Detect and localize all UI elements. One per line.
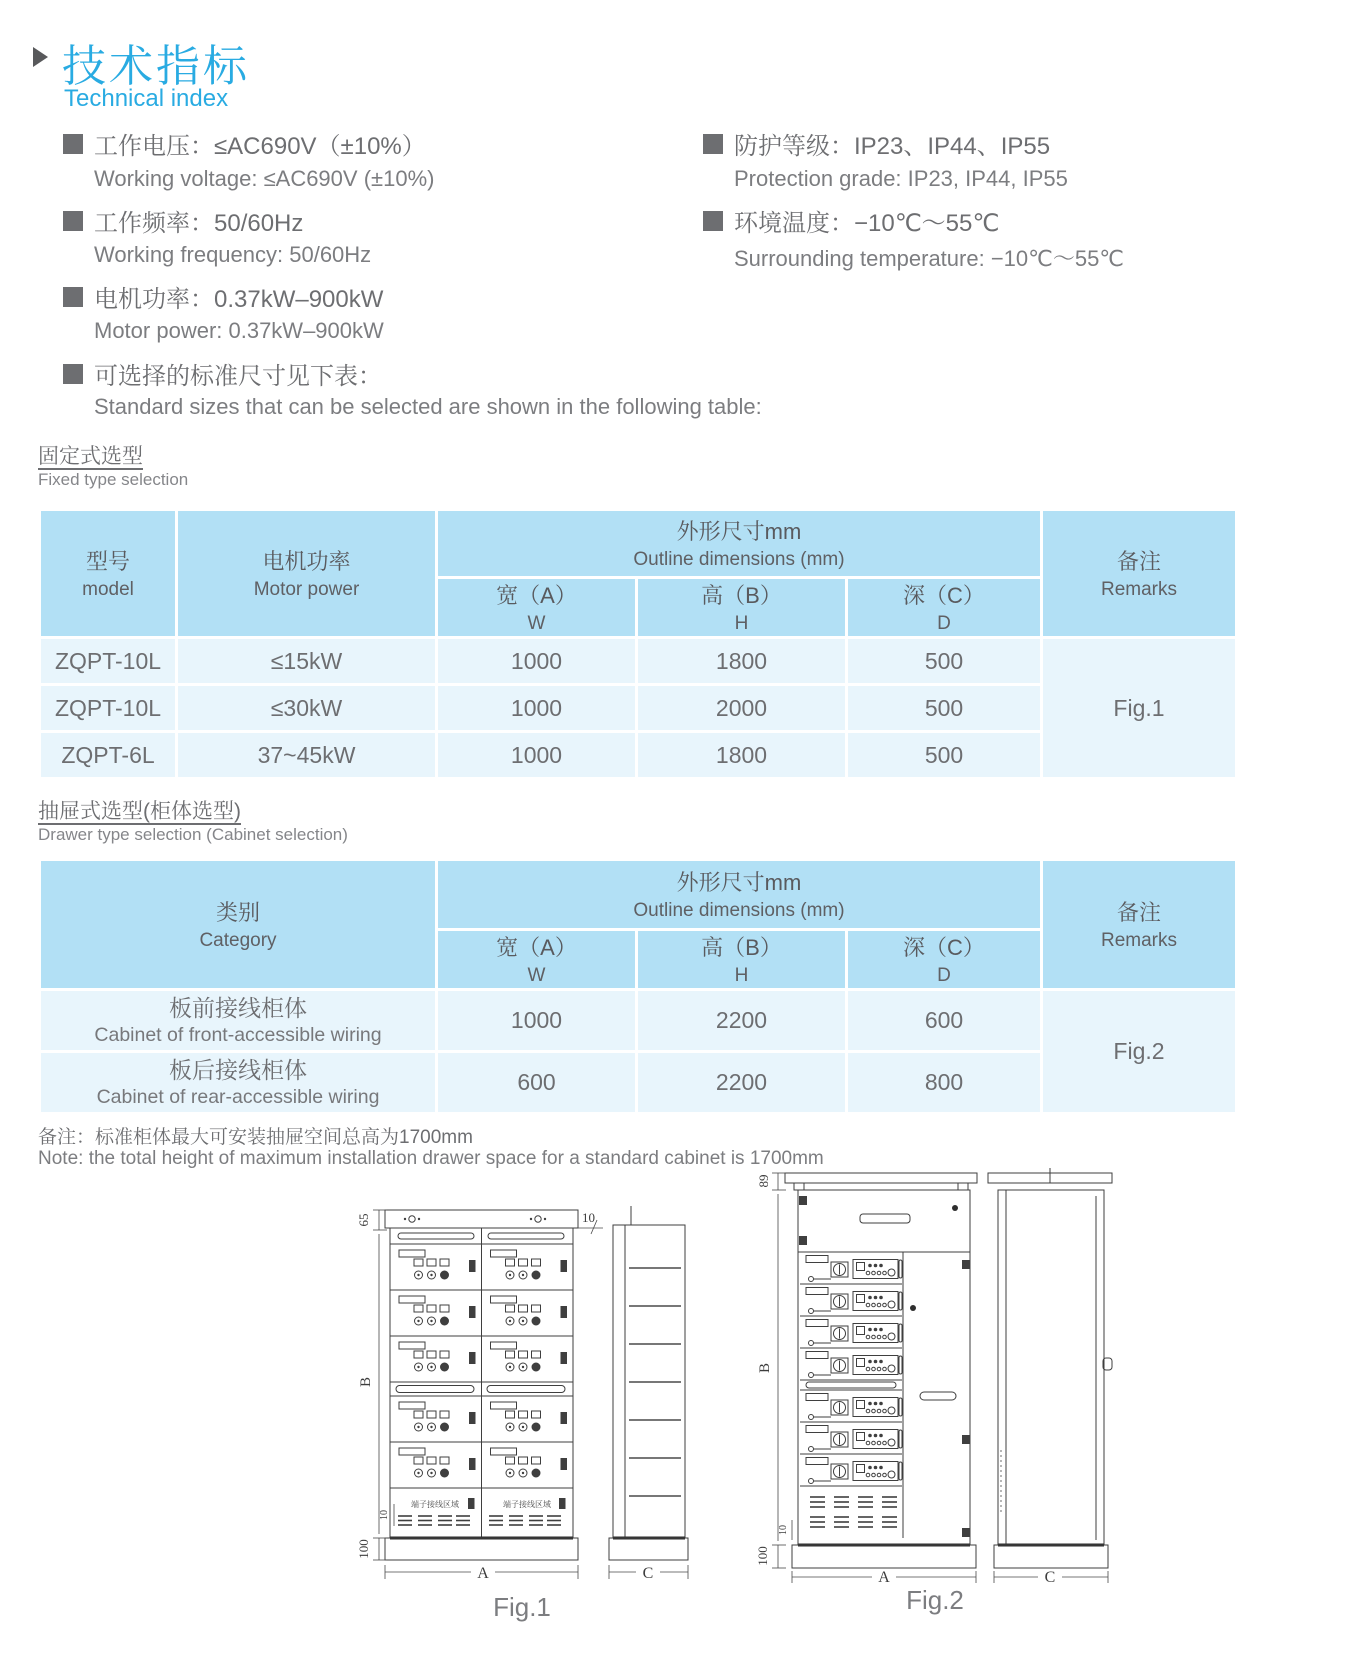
- cell-width: 1000: [437, 685, 637, 732]
- header-depth-zh: 深（C）: [903, 582, 985, 608]
- header-dims-en: Outline dimensions (mm): [633, 548, 845, 570]
- spec-text: 工作频率：50/60Hz: [94, 210, 304, 237]
- cell-model: ZQPT-6L: [40, 732, 177, 779]
- dim-10-small: 10: [379, 1510, 390, 1520]
- header-model-zh: 型号: [85, 548, 130, 574]
- cell-model: ZQPT-10L: [40, 638, 177, 685]
- fixed-type-table: [38, 508, 1238, 780]
- header-width-en: W: [527, 612, 546, 634]
- fig1-side-view: [609, 1206, 688, 1560]
- header-width: [437, 930, 637, 990]
- cell-depth: 500: [847, 685, 1042, 732]
- fig2-side-view: [988, 1168, 1112, 1568]
- spec-working-voltage-en: Working voltage: ≤AC690V (±10%): [94, 166, 435, 191]
- header-width-zh: 宽（A）: [496, 934, 577, 960]
- drawer-section-title-zh: 抽屉式选型(柜体选型): [38, 800, 241, 823]
- cell-power: ≤30kW: [177, 685, 437, 732]
- dim-a: A: [477, 1565, 489, 1582]
- header-remarks-en: Remarks: [1100, 578, 1177, 600]
- fig1-front-view: [385, 1210, 578, 1560]
- fig2-caption: Fig.2: [906, 1585, 964, 1615]
- header-remarks-zh: 备注: [1116, 548, 1161, 574]
- header-dims-zh: 外形尺寸mm: [676, 869, 802, 895]
- cell-category: [40, 990, 437, 1052]
- header-height: [637, 930, 847, 990]
- header-remarks-zh: 备注: [1116, 899, 1161, 925]
- cell-power: 37~45kW: [177, 732, 437, 779]
- section-arrow-icon: [33, 47, 48, 67]
- header-height-en: H: [734, 964, 749, 986]
- header-dims-en: Outline dimensions (mm): [633, 899, 845, 921]
- cell-depth: 500: [847, 638, 1042, 685]
- cell-category-zh: 板后接线柜体: [169, 1056, 307, 1083]
- fig2-front-view: [785, 1173, 977, 1568]
- spec-surrounding-temp-zh: [703, 203, 999, 238]
- header-height: [637, 578, 847, 638]
- spec-sizes-note-zh: [63, 356, 382, 391]
- spec-text: 可选择的标准尺寸见下表：: [94, 363, 382, 390]
- cell-depth: 600: [847, 990, 1042, 1052]
- header-model: [40, 510, 177, 638]
- header-motor-power: [177, 510, 437, 638]
- drawer-section-title-en: Drawer type selection (Cabinet selection): [38, 825, 348, 844]
- cell-height: 1800: [637, 638, 847, 685]
- header-depth-zh: 深（C）: [903, 934, 985, 960]
- table-note-en: Note: the total height of maximum installation drawer space for a standard cabinet is 1700mm: [38, 1148, 824, 1169]
- terminal-area-label: 端子接线区域: [503, 1500, 551, 1509]
- table-row: [40, 638, 1237, 685]
- dim-b: B: [358, 1376, 374, 1388]
- spec-protection-grade-en: Protection grade: IP23, IP44, IP55: [734, 166, 1068, 191]
- header-remarks: [1042, 860, 1237, 990]
- cell-category-en: Cabinet of rear-accessible wiring: [96, 1085, 380, 1108]
- fig2-drawing: [730, 1110, 1130, 1588]
- fixed-section-title-zh: 固定式选型: [38, 445, 143, 468]
- header-dims-zh: 外形尺寸mm: [676, 518, 802, 544]
- spec-working-voltage-zh: [63, 126, 426, 161]
- cell-height: 2200: [637, 1052, 847, 1114]
- cell-category-en: Cabinet of front-accessible wiring: [94, 1023, 382, 1046]
- header-model-en: model: [82, 578, 134, 600]
- spec-motor-power-en: Motor power: 0.37kW–900kW: [94, 318, 384, 343]
- square-bullet-icon: [63, 211, 83, 231]
- cell-width: 1000: [437, 732, 637, 779]
- square-bullet-icon: [703, 134, 723, 154]
- spec-working-frequency-en: Working frequency: 50/60Hz: [94, 242, 372, 267]
- square-bullet-icon: [63, 287, 83, 307]
- table-note-zh: 备注：标准柜体最大可安装抽屉空间总高为1700mm: [38, 1127, 473, 1148]
- dim-a: A: [878, 1569, 890, 1586]
- cell-depth: 500: [847, 732, 1042, 779]
- square-bullet-icon: [63, 364, 83, 384]
- cell-height: 2200: [637, 990, 847, 1052]
- fixed-section-title-en: Fixed type selection: [38, 470, 189, 489]
- header-depth-en: D: [937, 612, 951, 634]
- cell-remark-fig1: Fig.1: [1042, 638, 1237, 779]
- dim-c: C: [1044, 1569, 1056, 1586]
- cell-width: 1000: [437, 638, 637, 685]
- header-remarks-en: Remarks: [1100, 929, 1177, 951]
- cell-model: ZQPT-10L: [40, 685, 177, 732]
- square-bullet-icon: [703, 211, 723, 231]
- spec-protection-grade-zh: [703, 126, 1050, 161]
- cell-power: ≤15kW: [177, 638, 437, 685]
- table-row: [40, 990, 1237, 1052]
- header-category-zh: 类别: [215, 899, 260, 925]
- header-category-en: Category: [199, 929, 277, 951]
- header-power-zh: 电机功率: [262, 548, 351, 574]
- fig1-caption: Fig.1: [493, 1592, 551, 1622]
- header-height-zh: 高（B）: [701, 934, 782, 960]
- cell-width: 1000: [437, 990, 637, 1052]
- dim-c: C: [642, 1565, 654, 1582]
- dim-b: B: [757, 1362, 773, 1374]
- cell-depth: 800: [847, 1052, 1042, 1114]
- header-depth: [847, 930, 1042, 990]
- spec-text: 环境温度：−10℃～55℃: [734, 210, 1000, 237]
- drawer-type-table: [38, 858, 1238, 1115]
- cell-height: 2000: [637, 685, 847, 732]
- header-outline-dimensions: [437, 860, 1042, 930]
- header-depth: [847, 578, 1042, 638]
- spec-text: 防护等级：IP23、IP44、IP55: [734, 133, 1051, 160]
- header-height-en: H: [734, 612, 749, 634]
- terminal-area-label: 端子接线区域: [411, 1500, 459, 1509]
- header-depth-en: D: [937, 964, 951, 986]
- header-remarks: [1042, 510, 1237, 638]
- cell-category-zh: 板前接线柜体: [169, 994, 307, 1021]
- cell-category: [40, 1052, 437, 1114]
- header-width-en: W: [527, 964, 546, 986]
- header-power-en: Motor power: [253, 578, 360, 600]
- spec-motor-power-zh: [63, 279, 383, 314]
- cell-width: 600: [437, 1052, 637, 1114]
- spec-text: 工作电压：≤AC690V（±10%）: [94, 133, 426, 160]
- dim-100: 100: [755, 1546, 770, 1566]
- header-width-zh: 宽（A）: [496, 582, 577, 608]
- fig1-drawing: [335, 1190, 700, 1590]
- spec-text: 电机功率：0.37kW–900kW: [94, 286, 384, 313]
- header-outline-dimensions: [437, 510, 1042, 578]
- square-bullet-icon: [63, 134, 83, 154]
- dim-100: 100: [356, 1539, 371, 1559]
- dim-89: 89: [756, 1174, 771, 1188]
- spec-surrounding-temp-en: Surrounding temperature: −10℃～55℃: [734, 246, 1125, 271]
- cell-remark-fig2: Fig.2: [1042, 990, 1237, 1114]
- cell-height: 1800: [637, 732, 847, 779]
- header-width: [437, 578, 637, 638]
- dim-10-top: 10: [582, 1210, 595, 1225]
- page-title-zh: 技术指标: [62, 42, 250, 91]
- spec-working-frequency-zh: [63, 203, 303, 238]
- spec-sizes-note-en: Standard sizes that can be selected are shown in the following table:: [94, 394, 762, 419]
- header-category: [40, 860, 437, 990]
- header-height-zh: 高（B）: [701, 582, 782, 608]
- page-title-en: Technical index: [64, 85, 229, 112]
- dim-10-small: 10: [778, 1525, 789, 1535]
- dim-65: 65: [356, 1213, 371, 1227]
